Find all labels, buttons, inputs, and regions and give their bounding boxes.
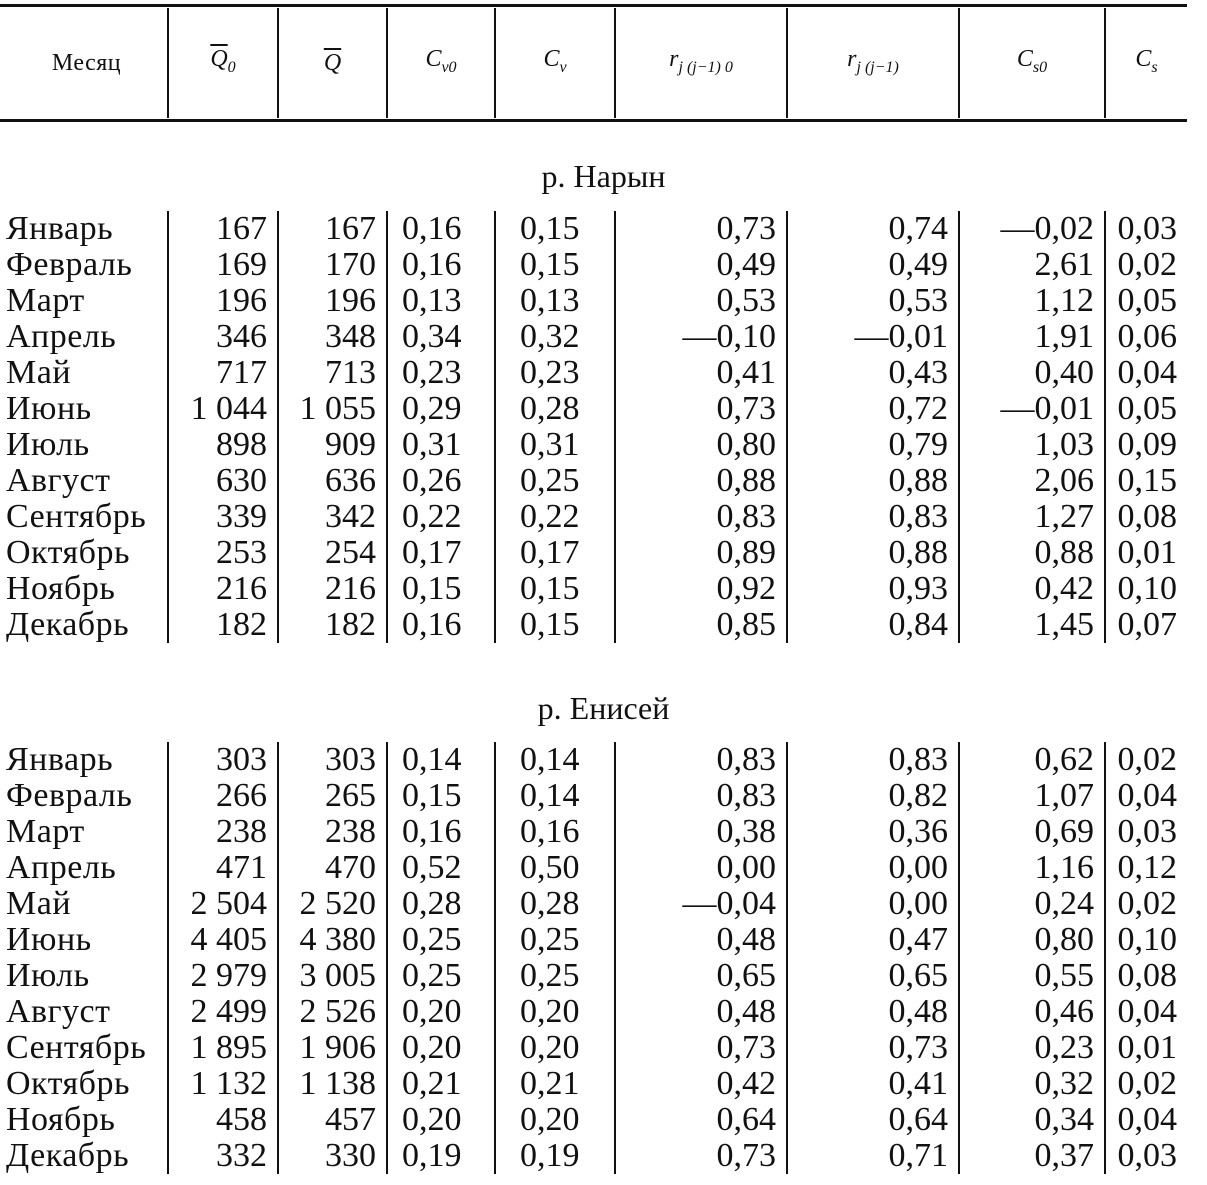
cell-cv: 0,25	[495, 463, 615, 499]
cell-q0: 253	[168, 535, 278, 571]
cell-month: Апрель	[6, 318, 117, 355]
cell-q: 713	[278, 355, 387, 391]
cell-r: 0,00	[787, 850, 959, 886]
cell-cs0: 1,03	[959, 427, 1105, 463]
cell-cv: 0,20	[495, 1102, 615, 1138]
cell-q: 1 138	[278, 1066, 387, 1102]
cell-r: 0,82	[787, 778, 959, 814]
section-title-naryn: р. Нарын	[541, 158, 666, 194]
table-row	[0, 886, 1187, 922]
cell-r: 0,93	[787, 571, 959, 607]
cell-r: 0,47	[787, 922, 959, 958]
cell-r0: 0,89	[615, 535, 787, 571]
cell-r: 0,88	[787, 535, 959, 571]
cell-cs0: 1,12	[959, 283, 1105, 319]
cell-r: 0,74	[787, 211, 959, 247]
cell-cv: 0,15	[495, 607, 615, 643]
cell-r: 0,00	[787, 886, 959, 922]
cell-cs0: 0,69	[959, 814, 1105, 850]
cell-q0: 238	[168, 814, 278, 850]
cell-q: 348	[278, 319, 387, 355]
cell-month: Июль	[6, 426, 90, 463]
cell-q0: 2 504	[168, 886, 278, 922]
cell-cs0: 0,23	[959, 1030, 1105, 1066]
cell-cs0: 1,07	[959, 778, 1105, 814]
cell-cs: 0,04	[1105, 355, 1187, 391]
table-row	[0, 778, 1187, 814]
cell-q: 909	[278, 427, 387, 463]
cell-q0: 2 499	[168, 994, 278, 1030]
cell-q0: 471	[168, 850, 278, 886]
table-row	[0, 742, 1187, 778]
cell-cv0: 0,16	[387, 211, 495, 247]
section-title-yenisei: р. Енисей	[537, 690, 670, 726]
cell-r: 0,53	[787, 283, 959, 319]
cell-month: Июнь	[6, 390, 92, 427]
table-row	[0, 1030, 1187, 1066]
cell-cs: 0,04	[1105, 994, 1187, 1030]
cell-q: 1 906	[278, 1030, 387, 1066]
cell-cs0: 0,46	[959, 994, 1105, 1030]
table-row	[0, 535, 1187, 571]
cell-q0: 196	[168, 283, 278, 319]
cell-r: 0,43	[787, 355, 959, 391]
cell-cv0: 0,17	[387, 535, 495, 571]
cell-q: 182	[278, 607, 387, 643]
cell-q0: 266	[168, 778, 278, 814]
cell-cs0: 0,32	[959, 1066, 1105, 1102]
cell-q: 457	[278, 1102, 387, 1138]
cell-cv0: 0,29	[387, 391, 495, 427]
cell-r: 0,49	[787, 247, 959, 283]
cell-cv: 0,50	[495, 850, 615, 886]
cell-cs: 0,10	[1105, 571, 1187, 607]
cell-q: 1 055	[278, 391, 387, 427]
cell-cv: 0,15	[495, 211, 615, 247]
table-row	[0, 571, 1187, 607]
cell-cs0: 0,55	[959, 958, 1105, 994]
cell-month: Август	[6, 993, 111, 1030]
cell-q0: 216	[168, 571, 278, 607]
cell-q: 4 380	[278, 922, 387, 958]
cell-r: 0,73	[787, 1030, 959, 1066]
table-header	[0, 8, 1187, 118]
cell-r0: 0,80	[615, 427, 787, 463]
cell-q: 330	[278, 1138, 387, 1174]
header-cs0: $C_{s0}$	[959, 8, 1105, 118]
table-row	[0, 463, 1187, 499]
header-r: $r_{j (j-1)}$	[787, 8, 959, 118]
cell-cv0: 0,13	[387, 283, 495, 319]
cell-cv: 0,28	[495, 886, 615, 922]
header-q: $\overline{Q}$	[278, 8, 387, 118]
cell-cs0: 0,37	[959, 1138, 1105, 1174]
cell-cs: 0,03	[1105, 814, 1187, 850]
cell-q0: 1 132	[168, 1066, 278, 1102]
cell-cs: 0,10	[1105, 922, 1187, 958]
cell-cs: 0,01	[1105, 535, 1187, 571]
cell-month: Ноябрь	[6, 1101, 116, 1138]
cell-cs: 0,04	[1105, 778, 1187, 814]
cell-r0: 0,64	[615, 1102, 787, 1138]
header-cv: $C_v$	[495, 8, 615, 118]
cell-cv0: 0,25	[387, 922, 495, 958]
cell-cv: 0,17	[495, 535, 615, 571]
cell-month: Февраль	[6, 777, 133, 814]
cell-r0: 0,53	[615, 283, 787, 319]
cell-q0: 339	[168, 499, 278, 535]
cell-r: 0,48	[787, 994, 959, 1030]
cell-cs: 0,05	[1105, 283, 1187, 319]
cell-month: Сентябрь	[6, 1029, 147, 1066]
cell-r0: 0,42	[615, 1066, 787, 1102]
cell-r: 0,83	[787, 742, 959, 778]
cell-q: 2 520	[278, 886, 387, 922]
cell-cs: 0,02	[1105, 1066, 1187, 1102]
cell-month: Ноябрь	[6, 570, 116, 607]
cell-r0: —0,10	[615, 319, 787, 355]
cell-cs0: 0,62	[959, 742, 1105, 778]
cell-cs: 0,03	[1105, 211, 1187, 247]
cell-month: Март	[6, 813, 85, 850]
cell-cs: 0,02	[1105, 742, 1187, 778]
cell-q: 636	[278, 463, 387, 499]
cell-cv0: 0,23	[387, 355, 495, 391]
cell-r0: 0,88	[615, 463, 787, 499]
cell-cv: 0,25	[495, 922, 615, 958]
cell-q0: 303	[168, 742, 278, 778]
cell-cs0: 1,45	[959, 607, 1105, 643]
cell-cs: 0,05	[1105, 391, 1187, 427]
table-top-rule	[0, 4, 1187, 7]
cell-q0: 458	[168, 1102, 278, 1138]
header-cs: $C_s$	[1105, 8, 1187, 118]
cell-cv: 0,14	[495, 778, 615, 814]
cell-r0: —0,04	[615, 886, 787, 922]
cell-cv: 0,25	[495, 958, 615, 994]
header-r0: $r_{j (j-1) 0}$	[615, 8, 787, 118]
cell-cv0: 0,14	[387, 742, 495, 778]
cell-cv: 0,14	[495, 742, 615, 778]
cell-q0: 332	[168, 1138, 278, 1174]
cell-r0: 0,41	[615, 355, 787, 391]
cell-cv: 0,19	[495, 1138, 615, 1174]
cell-r: 0,71	[787, 1138, 959, 1174]
table-row	[0, 922, 1187, 958]
cell-cs0: 0,42	[959, 571, 1105, 607]
cell-month: Январь	[6, 741, 114, 778]
cell-r0: 0,73	[615, 391, 787, 427]
table-row	[0, 1138, 1187, 1174]
cell-cv: 0,16	[495, 814, 615, 850]
header-cv0: $C_{v0}$	[387, 8, 495, 118]
cell-cv: 0,32	[495, 319, 615, 355]
cell-cs0: 0,88	[959, 535, 1105, 571]
cell-r0: 0,83	[615, 742, 787, 778]
cell-cv0: 0,52	[387, 850, 495, 886]
cell-cs: 0,08	[1105, 958, 1187, 994]
cell-r0: 0,38	[615, 814, 787, 850]
naryn-data-table	[0, 211, 1187, 643]
cell-q: 196	[278, 283, 387, 319]
cell-cv0: 0,15	[387, 778, 495, 814]
cell-r0: 0,73	[615, 211, 787, 247]
cell-cv: 0,20	[495, 1030, 615, 1066]
cell-month: Июль	[6, 957, 90, 994]
cell-r0: 0,73	[615, 1138, 787, 1174]
cell-r0: 0,48	[615, 994, 787, 1030]
cell-month: Декабрь	[6, 606, 130, 643]
yenisei-data-table	[0, 742, 1187, 1174]
cell-r: 0,88	[787, 463, 959, 499]
cell-q: 265	[278, 778, 387, 814]
cell-cv0: 0,20	[387, 1030, 495, 1066]
cell-cv0: 0,25	[387, 958, 495, 994]
cell-q: 238	[278, 814, 387, 850]
cell-q0: 717	[168, 355, 278, 391]
cell-cv0: 0,16	[387, 247, 495, 283]
cell-cs0: —0,01	[959, 391, 1105, 427]
cell-cs: 0,08	[1105, 499, 1187, 535]
cell-q0: 182	[168, 607, 278, 643]
cell-r: 0,84	[787, 607, 959, 643]
cell-r: —0,01	[787, 319, 959, 355]
cell-cv0: 0,20	[387, 1102, 495, 1138]
cell-cv: 0,21	[495, 1066, 615, 1102]
cell-cs0: 0,80	[959, 922, 1105, 958]
cell-cv: 0,31	[495, 427, 615, 463]
cell-q0: 4 405	[168, 922, 278, 958]
cell-cs0: 0,24	[959, 886, 1105, 922]
cell-q: 3 005	[278, 958, 387, 994]
cell-r: 0,41	[787, 1066, 959, 1102]
cell-cs: 0,04	[1105, 1102, 1187, 1138]
table-row	[0, 814, 1187, 850]
cell-cs0: 1,27	[959, 499, 1105, 535]
table-row	[0, 391, 1187, 427]
cell-q0: 2 979	[168, 958, 278, 994]
cell-q: 170	[278, 247, 387, 283]
table-row	[0, 607, 1187, 643]
cell-cv: 0,15	[495, 247, 615, 283]
cell-cv0: 0,19	[387, 1138, 495, 1174]
table-row	[0, 850, 1187, 886]
cell-r0: 0,73	[615, 1030, 787, 1066]
cell-q0: 1 044	[168, 391, 278, 427]
cell-q0: 630	[168, 463, 278, 499]
cell-month: Октябрь	[6, 1065, 130, 1102]
cell-cv: 0,13	[495, 283, 615, 319]
cell-month: Июнь	[6, 921, 92, 958]
cell-r: 0,72	[787, 391, 959, 427]
cell-r: 0,83	[787, 499, 959, 535]
cell-cv0: 0,31	[387, 427, 495, 463]
cell-month: Май	[6, 354, 72, 391]
cell-cv0: 0,20	[387, 994, 495, 1030]
cell-q: 216	[278, 571, 387, 607]
cell-month: Сентябрь	[6, 498, 147, 535]
cell-r0: 0,65	[615, 958, 787, 994]
cell-cs: 0,09	[1105, 427, 1187, 463]
cell-cs: 0,02	[1105, 886, 1187, 922]
cell-cs0: 0,40	[959, 355, 1105, 391]
cell-cs0: 1,91	[959, 319, 1105, 355]
cell-cs0: 2,06	[959, 463, 1105, 499]
table-row	[0, 1102, 1187, 1138]
cell-q: 303	[278, 742, 387, 778]
cell-cs: 0,02	[1105, 247, 1187, 283]
table-row	[0, 994, 1187, 1030]
cell-r0: 0,49	[615, 247, 787, 283]
cell-cv: 0,23	[495, 355, 615, 391]
cell-q: 254	[278, 535, 387, 571]
cell-r0: 0,00	[615, 850, 787, 886]
cell-q0: 898	[168, 427, 278, 463]
table-row	[0, 499, 1187, 535]
cell-cv: 0,15	[495, 571, 615, 607]
cell-month: Декабрь	[6, 1137, 130, 1174]
cell-q0: 169	[168, 247, 278, 283]
cell-cv0: 0,21	[387, 1066, 495, 1102]
cell-cs: 0,06	[1105, 319, 1187, 355]
cell-cs0: —0,02	[959, 211, 1105, 247]
cell-r0: 0,48	[615, 922, 787, 958]
cell-r0: 0,85	[615, 607, 787, 643]
cell-cv0: 0,28	[387, 886, 495, 922]
cell-q: 2 526	[278, 994, 387, 1030]
cell-cs0: 0,34	[959, 1102, 1105, 1138]
cell-r: 0,64	[787, 1102, 959, 1138]
cell-month: Август	[6, 462, 111, 499]
cell-cv: 0,28	[495, 391, 615, 427]
cell-q0: 167	[168, 211, 278, 247]
table-row	[0, 427, 1187, 463]
cell-r0: 0,83	[615, 499, 787, 535]
table-row	[0, 211, 1187, 247]
cell-cs: 0,15	[1105, 463, 1187, 499]
cell-cs: 0,01	[1105, 1030, 1187, 1066]
table-row	[0, 1066, 1187, 1102]
cell-q: 342	[278, 499, 387, 535]
cell-cs: 0,12	[1105, 850, 1187, 886]
header-bottom-rule	[0, 119, 1187, 122]
cell-month: Май	[6, 885, 72, 922]
cell-r0: 0,92	[615, 571, 787, 607]
cell-cv0: 0,26	[387, 463, 495, 499]
cell-cv0: 0,15	[387, 571, 495, 607]
cell-r: 0,36	[787, 814, 959, 850]
cell-cv0: 0,34	[387, 319, 495, 355]
table-row	[0, 958, 1187, 994]
cell-month: Февраль	[6, 246, 133, 283]
cell-cv0: 0,22	[387, 499, 495, 535]
cell-cs0: 2,61	[959, 247, 1105, 283]
cell-q0: 1 895	[168, 1030, 278, 1066]
cell-cs0: 1,16	[959, 850, 1105, 886]
cell-q: 470	[278, 850, 387, 886]
table-row	[0, 283, 1187, 319]
cell-cv0: 0,16	[387, 814, 495, 850]
cell-r: 0,65	[787, 958, 959, 994]
cell-cv0: 0,16	[387, 607, 495, 643]
cell-month: Март	[6, 282, 85, 319]
cell-r: 0,79	[787, 427, 959, 463]
cell-month: Октябрь	[6, 534, 130, 571]
table-row	[0, 319, 1187, 355]
cell-month: Январь	[6, 210, 114, 247]
cell-r0: 0,83	[615, 778, 787, 814]
cell-cs: 0,03	[1105, 1138, 1187, 1174]
header-month: Месяц	[51, 50, 122, 76]
cell-cv: 0,20	[495, 994, 615, 1030]
cell-month: Апрель	[6, 849, 117, 886]
header-q0: $\overline{Q}_0$	[168, 8, 278, 118]
cell-cs: 0,07	[1105, 607, 1187, 643]
cell-q0: 346	[168, 319, 278, 355]
table-row	[0, 355, 1187, 391]
table-row	[0, 247, 1187, 283]
cell-cv: 0,22	[495, 499, 615, 535]
cell-q: 167	[278, 211, 387, 247]
